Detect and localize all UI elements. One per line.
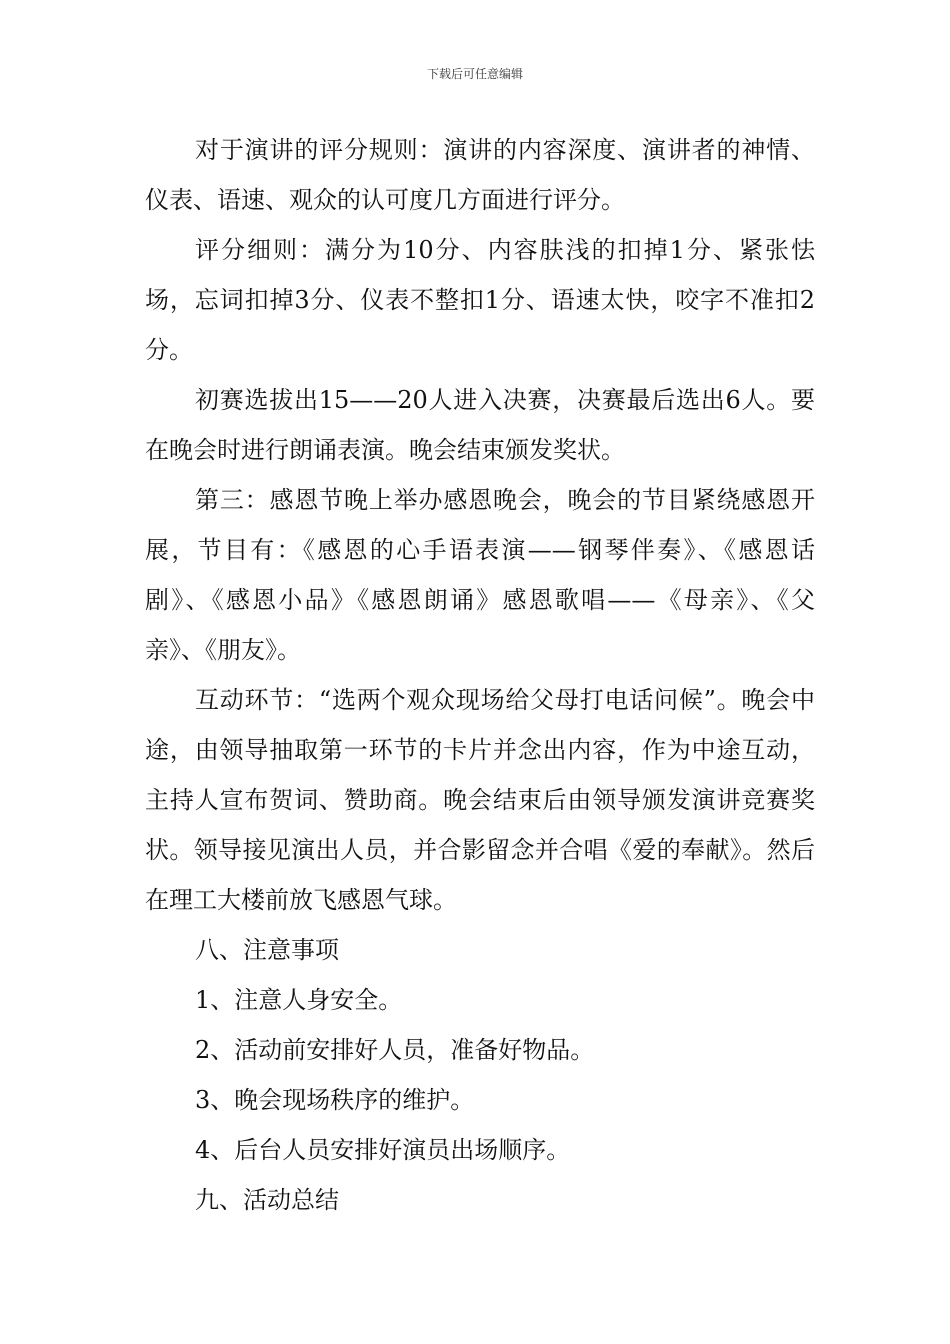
list-item-note-1: 1、注意人身安全。: [195, 986, 403, 1014]
paragraph-scoring-rules: 对于演讲的评分规则：演讲的内容深度、演讲者的神情、仪表、语速、观众的认可度几方面进行评分。: [145, 136, 815, 214]
document-body: [145, 125, 815, 1225]
paragraph-scoring-details: 评分细则：满分为10分、内容肤浅的扣掉1分、紧张怯场，忘词扣掉3分、仪表不整扣1分、语速太快，咬字不准扣2分。: [145, 236, 815, 364]
section-heading-notes: 八、注意事项: [195, 936, 339, 964]
paragraph-third-gala: 第三：感恩节晚上举办感恩晚会，晚会的节目紧绕感恩开展，节目有：《感恩的心手语表演——钢琴伴奏》、《感恩话剧》、《感恩小品》《感恩朗诵》感恩歌唱——《母亲》、《父亲》、《朋友》。: [145, 486, 815, 664]
list-item-note-4: 4、后台人员安排好演员出场顺序。: [195, 1136, 571, 1164]
paragraph-interaction: 互动环节：“选两个观众现场给父母打电话问候”。晚会中途，由领导抽取第一环节的卡片并念出内容，作为中途互动，主持人宣布贺词、赞助商。晚会结束后由领导颁发演讲竞赛奖状。领导接见演出人员，并合影留念并合唱《爱的奉献》。然后在理工大楼前放飞感恩气球。: [145, 686, 815, 914]
list-item-note-3: 3、晚会现场秩序的维护。: [195, 1086, 475, 1114]
page-header: 下载后可任意编辑: [426, 67, 523, 81]
paragraph-preliminary: 初赛选拔出15——20人进入决赛，决赛最后选出6人。要在晚会时进行朗诵表演。晚会结束颁发奖状。: [145, 386, 815, 464]
list-item-note-2: 2、活动前安排好人员，准备好物品。: [195, 1036, 595, 1064]
section-heading-summary: 九、活动总结: [195, 1186, 339, 1214]
